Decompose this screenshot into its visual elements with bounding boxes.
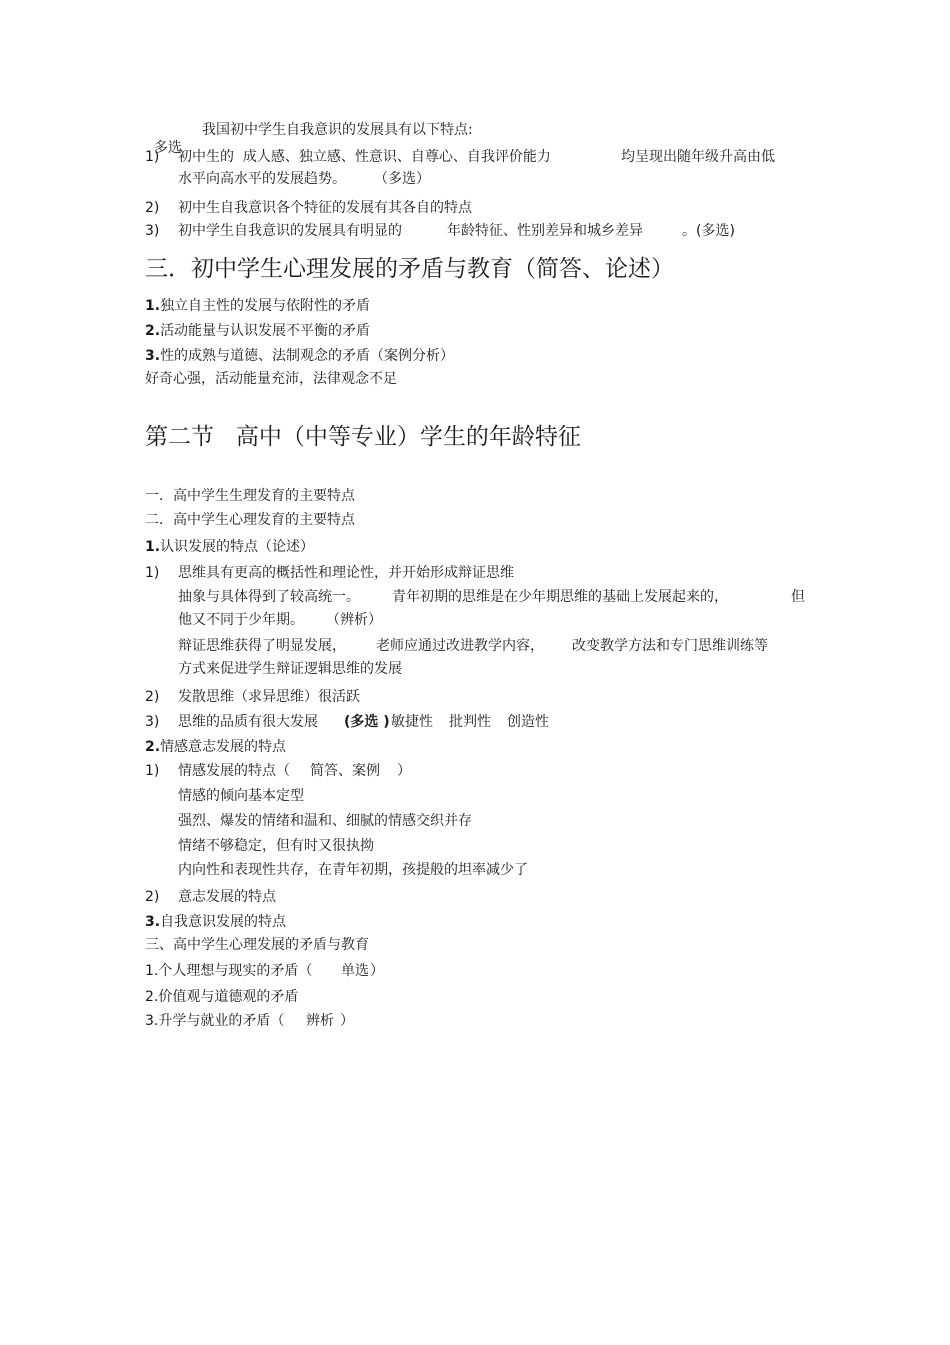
list-item-text: 初中生自我意识各个特征的发展有其各自的特点 bbox=[178, 200, 472, 216]
list-item-text: 思维具有更高的概括性和理论性，并开始形成辩证思维 bbox=[178, 565, 514, 581]
point-heading bbox=[145, 538, 314, 556]
list-item-text: 抽象与具体得到了较高统一。 bbox=[178, 589, 360, 605]
item-note: ） bbox=[370, 963, 384, 979]
list-number: 1) bbox=[145, 149, 160, 165]
list-item-note: ） bbox=[397, 763, 411, 779]
list-item-text: 改变教学方法和专门思维训练等 bbox=[572, 638, 768, 654]
list-item-text: 初中学生自我意识的发展具有明显的 bbox=[178, 223, 402, 239]
list-item-note: 。(多选) bbox=[682, 223, 735, 239]
list-item bbox=[145, 297, 370, 315]
list-item-note: 简答、案例 bbox=[310, 763, 380, 779]
list-item-note: （辨析） bbox=[326, 612, 382, 628]
chapter-title: 第二节 高中（中等专业）学生的年龄特征 bbox=[145, 424, 581, 450]
section-note: 好奇心强，活动能量充沛，法律观念不足 bbox=[145, 371, 397, 387]
item-number: 3. bbox=[145, 348, 161, 364]
list-item-text: 情绪不够稳定，但有时又很执拗 bbox=[178, 838, 374, 854]
list-item-note: （多选） bbox=[374, 171, 430, 187]
quality-tag: 敏捷性 bbox=[391, 714, 433, 730]
item-number: 2. bbox=[145, 323, 161, 339]
quality-tag: 创造性 bbox=[507, 714, 549, 730]
point-heading bbox=[145, 738, 286, 756]
list-item-text: 思维的品质有很大发展 bbox=[178, 714, 318, 730]
list-item-text: 均呈现出随年级升高由低 bbox=[621, 149, 775, 165]
list-item-text: 方式来促进学生辩证逻辑思维的发展 bbox=[178, 661, 402, 677]
list-item-text: 初中生的 成人感、独立感、性意识、自尊心、自我评价能力 bbox=[178, 149, 551, 165]
section-heading: 三．初中学生心理发展的矛盾与教育（简答、论述） bbox=[145, 256, 674, 282]
item-note: ） bbox=[340, 1013, 354, 1029]
intro-text: 我国初中学生自我意识的发展具有以下特点: bbox=[202, 122, 473, 138]
contradiction-item: 2.价值观与道德观的矛盾 bbox=[145, 989, 299, 1005]
list-item-text: 发散思维（求异思维）很活跃 bbox=[178, 689, 360, 705]
list-item-text: 情感发展的特点（ bbox=[178, 763, 290, 779]
list-item-text: 内向性和表现性共存，在青年初期，孩提般的坦率减少了 bbox=[178, 862, 528, 878]
list-item-text: 水平向高水平的发展趋势。 bbox=[178, 171, 346, 187]
list-number: 2) bbox=[145, 689, 160, 705]
list-number: 1) bbox=[145, 763, 160, 779]
item-text: 独立自主性的发展与依附性的矛盾 bbox=[160, 298, 371, 314]
point-heading bbox=[145, 913, 286, 931]
list-number: 2) bbox=[145, 200, 160, 216]
item-number: 3. bbox=[145, 914, 161, 930]
list-item-text: 意志发展的特点 bbox=[178, 889, 276, 905]
item-number: 1. bbox=[145, 298, 161, 314]
item-text: 1.个人理想与现实的矛盾（ bbox=[145, 963, 313, 979]
item-number: 1. bbox=[145, 539, 161, 555]
subsection-heading: 三、高中学生心理发展的矛盾与教育 bbox=[145, 937, 369, 953]
list-item bbox=[145, 347, 454, 365]
item-note: 单选 bbox=[341, 963, 369, 979]
list-item-text: 辩证思维获得了明显发展， bbox=[178, 638, 346, 654]
item-number: 2. bbox=[145, 739, 161, 755]
item-text: 自我意识发展的特点 bbox=[160, 914, 287, 930]
list-item-text: 强烈、爆发的情绪和温和、细腻的情感交织并存 bbox=[178, 813, 472, 829]
list-item-note: (多选 ) bbox=[344, 714, 390, 730]
list-item-text: 年龄特征、性别差异和城乡差异 bbox=[447, 223, 643, 239]
item-text: 认识发展的特点（论述） bbox=[160, 539, 315, 555]
intro-label: 多选 bbox=[153, 140, 182, 156]
list-item-text: 但 bbox=[791, 589, 805, 605]
item-text: 3.升学与就业的矛盾（ bbox=[145, 1013, 285, 1029]
subsection-heading: 二．高中学生心理发育的主要特点 bbox=[145, 512, 355, 528]
list-number: 1) bbox=[145, 565, 160, 581]
list-item-text: 情感的倾向基本定型 bbox=[178, 788, 304, 804]
list-number: 3) bbox=[145, 223, 160, 239]
item-text: 活动能量与认识发展不平衡的矛盾 bbox=[160, 323, 371, 339]
contradiction-item bbox=[145, 1012, 284, 1030]
subsection-heading: 一．高中学生生理发育的主要特点 bbox=[145, 488, 355, 504]
list-item-text: 青年初期的思维是在少年期思维的基础上发展起来的， bbox=[392, 589, 728, 605]
contradiction-item bbox=[145, 962, 312, 980]
item-note: 辨析 bbox=[306, 1013, 334, 1029]
item-text: 性的成熟与道德、法制观念的矛盾（案例分析） bbox=[160, 348, 455, 364]
list-item-text: 他又不同于少年期。 bbox=[178, 612, 304, 628]
item-text: 情感意志发展的特点 bbox=[160, 739, 287, 755]
list-number: 2) bbox=[145, 889, 160, 905]
quality-tag: 批判性 bbox=[449, 714, 491, 730]
list-item-text: 老师应通过改进教学内容， bbox=[376, 638, 544, 654]
list-item bbox=[145, 322, 370, 340]
list-number: 3) bbox=[145, 714, 160, 730]
